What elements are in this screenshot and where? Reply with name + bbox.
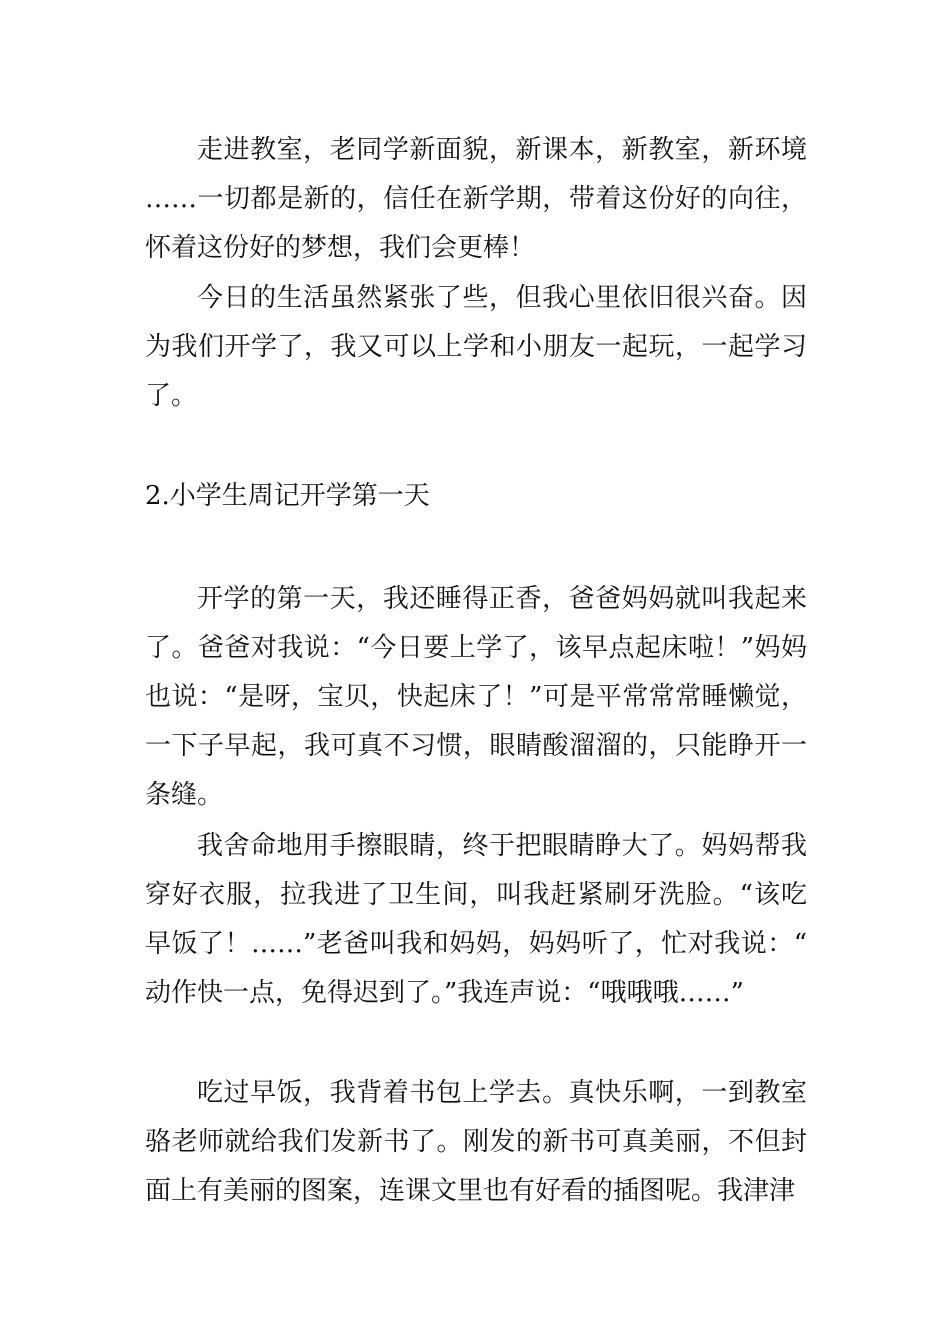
paragraph-first-day-wakeup bbox=[145, 575, 807, 820]
paragraph-text: 开学的第一天，我还睡得正香，爸爸妈妈就叫我起来了。爸爸对我说：“今日要上学了，该早点起床啦！”妈妈也说：“是呀，宝贝，快起床了！”可是平常常常睡懒觉，一下子早起，我可真不习惯，眼睛酸溜溜的，只能睁开一条缝。 bbox=[145, 584, 807, 810]
section-heading-text: 2.小学生周记开学第一天 bbox=[145, 481, 430, 511]
section-heading bbox=[145, 472, 807, 521]
paragraph-text: 吃过早饭，我背着书包上学去。真快乐啊，一到教室骆老师就给我们发新书了。刚发的新书可真美丽，不但封面上有美丽的图案，连课文里也有好看的插图呢。我津津 bbox=[145, 1078, 807, 1206]
paragraph-text: 走进教室，老同学新面貌，新课本，新教室，新环境……一切都是新的，信任在新学期，带着这份好的向往，怀着这份好的梦想，我们会更棒！ bbox=[145, 135, 807, 263]
paragraph-school-life bbox=[145, 274, 807, 421]
paragraph-new-books bbox=[145, 1069, 807, 1216]
paragraph-text: 今日的生活虽然紧张了些，但我心里依旧很兴奋。因为我们开学了，我又可以上学和小朋友一起玩，一起学习了。 bbox=[145, 283, 807, 411]
paragraph-getting-ready bbox=[145, 822, 807, 1018]
paragraph-text: 我舍命地用手擦眼睛，终于把眼睛睁大了。妈妈帮我穿好衣服，拉我进了卫生间，叫我赶紧刷牙洗脸。“该吃早饭了！……”老爸叫我和妈妈，妈妈听了，忙对我说：“动作快一点，免得迟到了。”我连声说：“哦哦哦……” bbox=[145, 831, 807, 1008]
paragraph-new-classroom bbox=[145, 126, 807, 273]
